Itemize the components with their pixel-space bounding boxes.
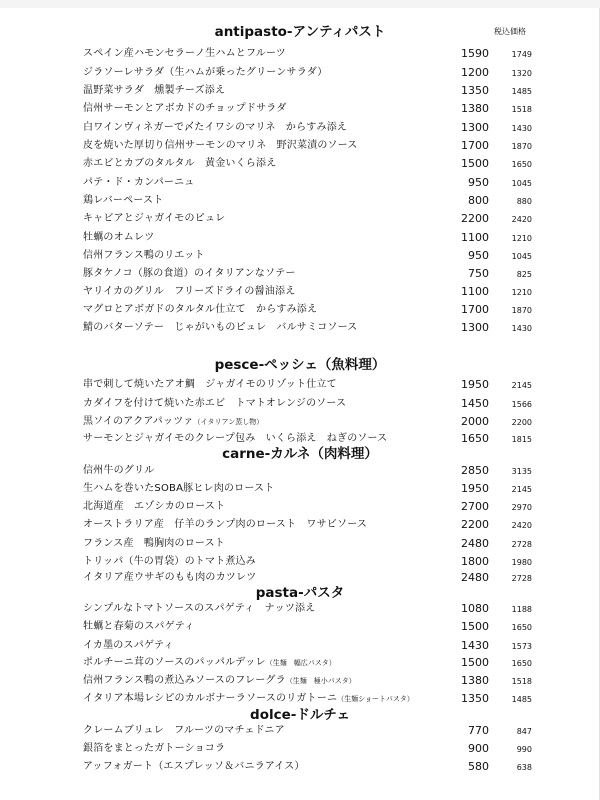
menu-item xyxy=(0,516,600,534)
item-tax-price: 990 xyxy=(516,745,532,754)
item-tax-price: 825 xyxy=(516,270,532,279)
item-tax-price: 2200 xyxy=(511,418,532,427)
menu-item xyxy=(0,301,600,319)
item-price: 950 xyxy=(468,176,489,189)
item-tax-price: 1210 xyxy=(511,234,532,243)
item-price: 1350 xyxy=(461,692,489,705)
item-tax-price: 2728 xyxy=(511,574,532,583)
menu-item xyxy=(0,247,600,265)
item-tax-price: 1485 xyxy=(511,695,532,704)
top-strip xyxy=(0,0,600,8)
item-name: オーストラリア産 仔羊のランプ肉のロースト ワサビソース xyxy=(83,519,368,530)
item-tax-price: 1650 xyxy=(511,623,532,632)
item-price: 1800 xyxy=(461,555,489,568)
item-tax-price: 2145 xyxy=(511,381,532,390)
menu-item xyxy=(0,722,600,740)
section-title-pesce: pesce-ペッシェ（魚料理） xyxy=(214,357,386,373)
item-name: 皮を焼いた厚切り信州サーモンのマリネ 野沢菜漬のソース xyxy=(83,140,358,151)
item-name: 北海道産 エゾシカのロースト xyxy=(83,501,226,512)
menu-item xyxy=(0,45,600,63)
menu-item xyxy=(0,618,600,636)
item-tax-price: 1518 xyxy=(511,677,532,686)
menu-item xyxy=(0,210,600,228)
item-name: マグロとアボガドのタルタル仕立て からすみ添え xyxy=(83,304,318,315)
menu-item xyxy=(0,265,600,283)
item-price: 1380 xyxy=(461,674,489,687)
item-name: ポルチーニ茸のソースのパッパルデッレ xyxy=(83,657,266,668)
item-tax-price: 1188 xyxy=(511,605,532,614)
item-price: 900 xyxy=(468,742,489,755)
item-price: 1950 xyxy=(461,378,489,391)
item-name: 信州フランス鴨の煮込みソースのフレーグラ xyxy=(83,675,286,686)
item-tax-price: 1320 xyxy=(511,69,532,78)
item-name: スペイン産ハモンセラーノ生ハムとフルーツ xyxy=(83,48,286,59)
menu-item xyxy=(0,395,600,413)
menu-item xyxy=(0,192,600,210)
item-name: フランス産 鴨胸肉のロースト xyxy=(83,538,225,549)
item-name: 串で刺して焼いたアオ鯛 ジャガイモのリゾット仕立て xyxy=(83,379,337,390)
item-tax-price: 2420 xyxy=(511,521,532,530)
menu-item xyxy=(0,376,600,394)
section-title-carne: carne-カルネ（肉料理） xyxy=(222,446,378,462)
menu-item xyxy=(0,637,600,655)
item-tax-price: 1430 xyxy=(511,124,532,133)
item-tax-price: 2145 xyxy=(511,485,532,494)
item-price: 1450 xyxy=(461,397,489,410)
item-price: 1500 xyxy=(461,620,489,633)
item-tax-price: 1815 xyxy=(511,435,532,444)
menu-item xyxy=(0,672,600,690)
item-tax-price: 1650 xyxy=(511,160,532,169)
item-name: 信州フランス鴨のリエット xyxy=(83,250,205,261)
item-tax-price: 1650 xyxy=(511,659,532,668)
item-price: 2850 xyxy=(461,464,489,477)
item-tax-price: 1518 xyxy=(511,105,532,114)
item-price: 1590 xyxy=(461,47,489,60)
item-price: 1700 xyxy=(461,139,489,152)
item-note: （生麺ショートパスタ） xyxy=(337,695,414,703)
menu-item xyxy=(0,137,600,155)
item-tax-price: 1045 xyxy=(511,179,532,188)
item-price: 1300 xyxy=(461,121,489,134)
item-name: 白ワインヴィネガーで〆たイワシのマリネ からすみ添え xyxy=(83,122,348,133)
item-name: 信州牛のグリル xyxy=(83,465,155,476)
item-name: 鶏レバーペースト xyxy=(83,195,164,206)
item-name: シンプルなトマトソースのスパゲティ ナッツ添え xyxy=(83,603,316,614)
menu-item xyxy=(0,119,600,137)
menu-item xyxy=(0,229,600,247)
item-name: サーモンとジャガイモのクレープ包み いくら添え ねぎのソース xyxy=(83,433,388,444)
item-price: 770 xyxy=(468,724,489,737)
item-name: パテ・ド・カンパーニュ xyxy=(83,177,195,188)
item-tax-price: 2970 xyxy=(511,503,532,512)
item-tax-price: 847 xyxy=(516,727,532,736)
item-note: （イタリアン蒸し物） xyxy=(193,418,264,426)
item-name: 生ハムを巻いたSOBA豚ヒレ肉のロースト xyxy=(83,483,275,494)
item-price: 1300 xyxy=(461,321,489,334)
menu-item xyxy=(0,283,600,301)
menu-item xyxy=(0,480,600,498)
menu-item xyxy=(0,758,600,776)
item-price: 2000 xyxy=(461,415,489,428)
item-tax-price: 1430 xyxy=(511,324,532,333)
item-price: 1500 xyxy=(461,656,489,669)
item-name: 牡蠣と春菊のスパゲティ xyxy=(83,621,195,632)
item-name: ヤリイカのグリル フリーズドライの醤油添え xyxy=(83,286,296,297)
menu-item xyxy=(0,155,600,173)
item-note: （生麺 幅広パスタ） xyxy=(265,659,336,667)
item-note: （生麺 極小パスタ） xyxy=(285,677,356,685)
item-price: 1080 xyxy=(461,602,489,615)
item-price: 2480 xyxy=(461,571,489,584)
menu-item xyxy=(0,740,600,758)
item-price: 1430 xyxy=(461,639,489,652)
menu-item xyxy=(0,64,600,82)
item-name: イカ墨のスパゲティ xyxy=(83,640,174,651)
item-tax-price: 1870 xyxy=(511,306,532,315)
item-price: 2700 xyxy=(461,500,489,513)
item-name: 温野菜サラダ 燻製チーズ添え xyxy=(83,85,226,96)
item-name: カダイフを付けて焼いた赤エビ トマトオレンジのソース xyxy=(83,398,347,409)
item-name: イタリア本場レシピのカルボナーラソースのリガトーニ xyxy=(83,693,338,704)
item-tax-price: 1749 xyxy=(511,50,532,59)
item-price: 1100 xyxy=(461,285,489,298)
item-price: 950 xyxy=(468,249,489,262)
item-price: 1500 xyxy=(461,157,489,170)
menu-item xyxy=(0,462,600,480)
item-name: 豚タケノコ（豚の食道）のイタリアンなソテー xyxy=(83,268,296,279)
item-name: イタリア産ウサギのもも肉のカツレツ xyxy=(83,572,257,583)
item-tax-price: 1870 xyxy=(511,142,532,151)
item-price: 1200 xyxy=(461,66,489,79)
item-tax-price: 1566 xyxy=(511,400,532,409)
menu-item xyxy=(0,600,600,618)
item-tax-price: 2420 xyxy=(511,215,532,224)
item-tax-price: 1485 xyxy=(511,87,532,96)
item-price: 750 xyxy=(468,267,489,280)
item-name: 黒ソイのアクアパッツァ xyxy=(83,416,194,427)
item-price: 800 xyxy=(468,194,489,207)
item-price: 1950 xyxy=(461,482,489,495)
section-title-antipasto: antipasto-アンティパスト xyxy=(214,24,386,40)
item-name: ジラソーレサラダ（生ハムが乗ったグリーンサラダ） xyxy=(83,67,328,78)
item-name: 信州サーモンとアボカドのチョップドサラダ xyxy=(83,103,287,114)
item-name: 鯖のバターソテー じゃがいものピュレ バルサミコソース xyxy=(83,322,358,333)
item-name: 牡蠣のオムレツ xyxy=(83,232,155,243)
item-tax-price: 1980 xyxy=(511,558,532,567)
item-name: アッフォガート（エスプレッソ＆バニラアイス） xyxy=(83,761,305,772)
menu-item xyxy=(0,82,600,100)
item-price: 2200 xyxy=(461,212,489,225)
menu-item xyxy=(0,319,600,337)
item-name: トリッパ（牛の胃袋）のトマト煮込み xyxy=(83,556,256,567)
menu-item xyxy=(0,498,600,516)
item-price: 2200 xyxy=(461,518,489,531)
item-tax-price: 638 xyxy=(516,763,532,772)
item-price: 1380 xyxy=(461,102,489,115)
item-price: 1650 xyxy=(461,432,489,445)
item-price: 580 xyxy=(468,760,489,773)
menu-item xyxy=(0,413,600,431)
item-name: 銀箔をまとったガトーショコラ xyxy=(83,743,226,754)
item-tax-price: 1573 xyxy=(511,642,532,651)
item-tax-price: 1210 xyxy=(511,288,532,297)
item-price: 2480 xyxy=(461,537,489,550)
item-tax-price: 880 xyxy=(516,197,532,206)
item-name: クレームブリュレ フルーツのマチェドニア xyxy=(83,725,285,736)
item-tax-price: 1045 xyxy=(511,252,532,261)
item-price: 1350 xyxy=(461,84,489,97)
menu-item xyxy=(0,174,600,192)
tax-included-header: 税込価格 xyxy=(494,27,526,36)
item-tax-price: 3135 xyxy=(511,467,532,476)
item-name: 赤エビとカブのタルタル 黄金いくら添え xyxy=(83,158,277,169)
menu-item xyxy=(0,100,600,118)
item-name: キャビアとジャガイモのピュレ xyxy=(83,213,226,224)
item-tax-price: 2728 xyxy=(511,540,532,549)
menu-item xyxy=(0,654,600,672)
item-price: 1100 xyxy=(461,231,489,244)
section-title-dolce: dolce-ドルチェ xyxy=(250,707,350,723)
item-price: 1700 xyxy=(461,303,489,316)
menu-item xyxy=(0,535,600,553)
section-title-pasta: pasta-パスタ xyxy=(255,585,345,601)
